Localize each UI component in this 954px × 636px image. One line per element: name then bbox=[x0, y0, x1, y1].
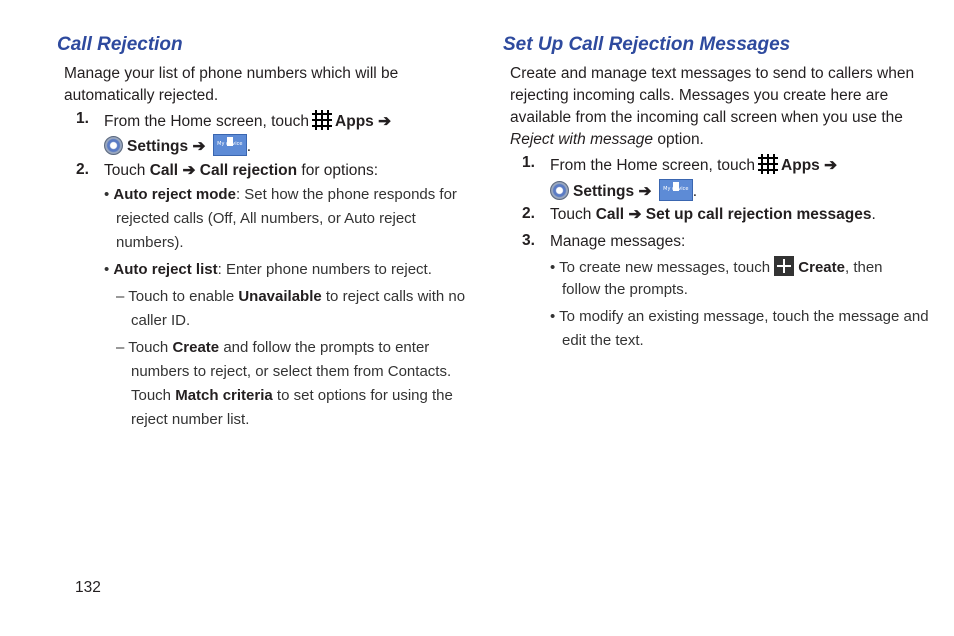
settings-gear-icon bbox=[104, 136, 123, 155]
dash-item: – Touch Create and follow the prompts to enter bbox=[116, 339, 430, 356]
dash-item: Touch Match criteria to set options for using the bbox=[131, 387, 453, 404]
section-heading-call-rejection: Call Rejection bbox=[57, 34, 183, 55]
bullet-item: edit the text. bbox=[562, 332, 644, 349]
bullet-item: rejected calls (Off, All numbers, or Auto reject bbox=[116, 210, 416, 227]
step-number: 2. bbox=[76, 161, 89, 178]
dash-item: numbers to reject, or select them from Contacts. bbox=[131, 363, 452, 380]
step-text: Touch Call ➔ Call rejection for options: bbox=[104, 162, 379, 179]
dash-item: caller ID. bbox=[131, 312, 191, 329]
apps-grid-icon bbox=[312, 110, 332, 130]
my-device-icon: My device bbox=[213, 134, 247, 156]
bullet-item: follow the prompts. bbox=[562, 281, 688, 298]
step-text: Touch Call ➔ Set up call rejection messages. bbox=[550, 206, 876, 223]
intro-text: available from the incoming call screen when you use the bbox=[510, 109, 903, 126]
bullet-item: • To modify an existing message, touch the message and bbox=[550, 308, 929, 325]
settings-gear-icon bbox=[550, 181, 569, 200]
intro-text: Create and manage text messages to send to callers when bbox=[510, 65, 915, 82]
intro-text: automatically rejected. bbox=[64, 87, 219, 104]
step-number: 1. bbox=[522, 154, 535, 171]
step-number: 1. bbox=[76, 110, 89, 127]
step-text: Settings ➔ My device . bbox=[550, 179, 697, 202]
step-text: From the Home screen, touch Apps ➔ bbox=[550, 154, 837, 176]
step-text: Settings ➔ My device . bbox=[104, 134, 251, 157]
bullet-item: • Auto reject list: Enter phone numbers to reject. bbox=[104, 261, 432, 278]
dash-item: reject number list. bbox=[131, 411, 250, 428]
intro-text: Reject with message option. bbox=[510, 131, 704, 148]
my-device-icon: My device bbox=[659, 179, 693, 201]
bullet-item: • To create new messages, touch Create, then bbox=[550, 256, 883, 278]
step-number: 3. bbox=[522, 232, 535, 249]
step-number: 2. bbox=[522, 205, 535, 222]
bullet-item: numbers). bbox=[116, 234, 184, 251]
page-number: 132 bbox=[75, 579, 101, 596]
dash-item: – Touch to enable Unavailable to reject calls with no bbox=[116, 288, 466, 305]
bullet-item: • Auto reject mode: Set how the phone responds for bbox=[104, 186, 457, 203]
step-text: Manage messages: bbox=[550, 233, 686, 250]
step-text: From the Home screen, touch Apps ➔ bbox=[104, 110, 391, 132]
intro-text: rejecting incoming calls. Messages you create here are bbox=[510, 87, 889, 104]
plus-icon bbox=[774, 256, 794, 276]
section-heading-call-rejection-messages: Set Up Call Rejection Messages bbox=[503, 34, 791, 55]
intro-text: Manage your list of phone numbers which will be bbox=[64, 65, 399, 82]
apps-grid-icon bbox=[758, 154, 778, 174]
